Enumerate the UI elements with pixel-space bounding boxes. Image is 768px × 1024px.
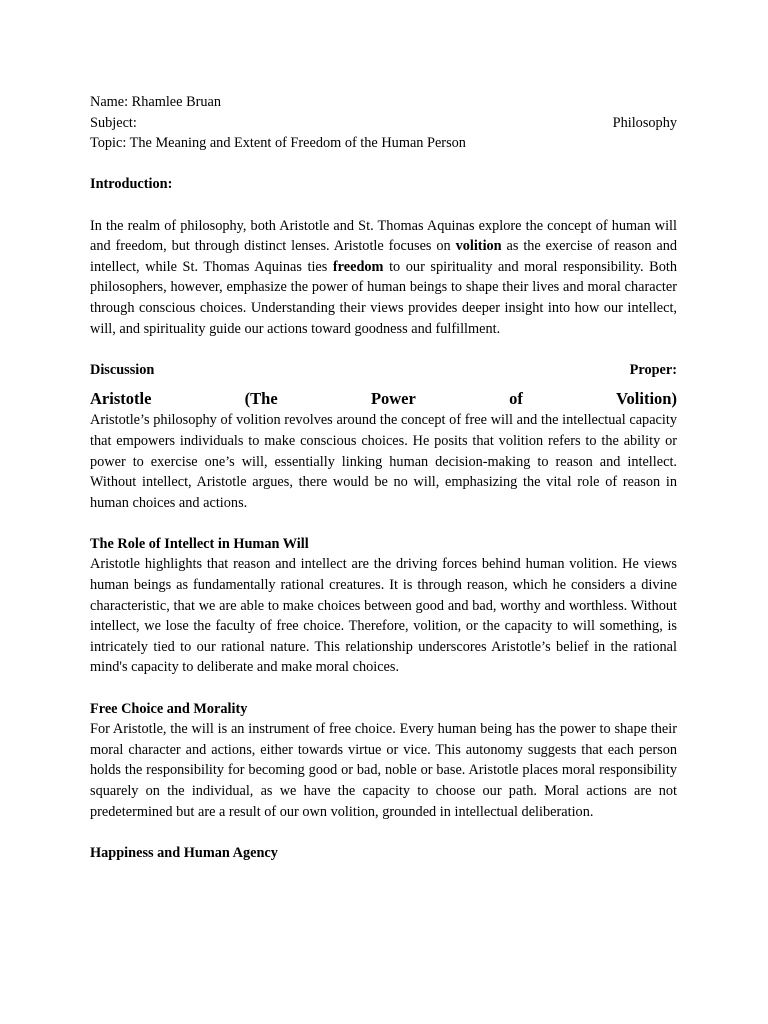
topic-line: Topic: The Meaning and Extent of Freedom of the Human Person <box>90 135 466 152</box>
subject-label: Subject: <box>90 114 137 131</box>
introduction-heading: Introduction: <box>90 176 173 193</box>
aristotle-heading-word: Aristotle <box>90 389 152 409</box>
aristotle-paragraph: Aristotle’s philosophy of volition revolves around the concept of free will and the intellectual capacity that empowers individuals to make conscious choices. He posits that volition refers to the ability or power to exercise one’s will, essentially linking human decision-making to reason and intellect. Without intellect, Aristotle argues, there would be no will, emphasizing the vital role of reason in human choices and actions. <box>90 412 677 511</box>
aristotle-heading-word: (The <box>244 389 278 409</box>
free-choice-paragraph: For Aristotle, the will is an instrument of free choice. Every human being has the power to shape their moral character and actions, either towards virtue or vice. This autonomy suggests that each person holds the responsibility for becoming good or bad, noble or base. Aristotle places moral responsibility squarely on the individual, as we have the capacity to choose our path. Moral actions are not predetermined but are a result of our own volition, grounded in intellectual deliberation. <box>90 721 677 820</box>
student-name: Name: Rhamlee Bruan <box>90 94 222 110</box>
intro-text-1: In the realm of philosophy, both Aristotle and St. Thomas Aquinas explore the concept of human will and freedom, but through distinct lenses. Aristotle focuses on <box>90 217 677 255</box>
happiness-heading: Happiness and Human Agency <box>90 844 278 861</box>
role-of-intellect-paragraph: Aristotle highlights that reason and intellect are the driving forces behind human volition. He views human beings as fundamentally rational creatures. It is through reason, which he considers a divine characteristic, that we are able to make choices between good and bad, worthy and worthless. Without intellect, we lose the faculty of free choice. Therefore, volition, or the capacity to will something, is intricately tied to our rational nature. This relationship underscores Aristotle’s belief in the rational mind's capacity to deliberate and make moral choices. <box>90 556 677 676</box>
proper-word: Proper: <box>629 361 677 378</box>
aristotle-heading-word: Power <box>370 389 416 409</box>
intro-text-2: as the exercise of reason and intellect, while St. Thomas Aquinas ties <box>90 238 677 275</box>
discussion-heading <box>90 360 677 381</box>
discussion-word: Discussion <box>90 361 155 378</box>
aristotle-heading <box>90 388 677 410</box>
subject-line <box>90 113 677 134</box>
document-page <box>90 92 677 863</box>
role-of-intellect-heading: The Role of Intellect in Human Will <box>90 535 309 552</box>
aristotle-heading-word: Volition) <box>616 389 677 409</box>
free-choice-heading: Free Choice and Morality <box>90 700 248 717</box>
aristotle-heading-word: of <box>509 389 523 409</box>
subject-value: Philosophy <box>612 114 677 131</box>
intro-bold-freedom: freedom <box>332 258 384 275</box>
intro-bold-volition: volition <box>455 238 502 255</box>
introduction-paragraph <box>90 216 677 340</box>
intro-text-3: to our spirituality and moral responsibility. Both philosophers, however, emphasize the power of human beings to shape their lives and moral character through conscious choices. Understanding their views provides deeper insight into how our intellect, will, and spirituality guide our actions toward goodness and fulfillment. <box>90 258 677 337</box>
